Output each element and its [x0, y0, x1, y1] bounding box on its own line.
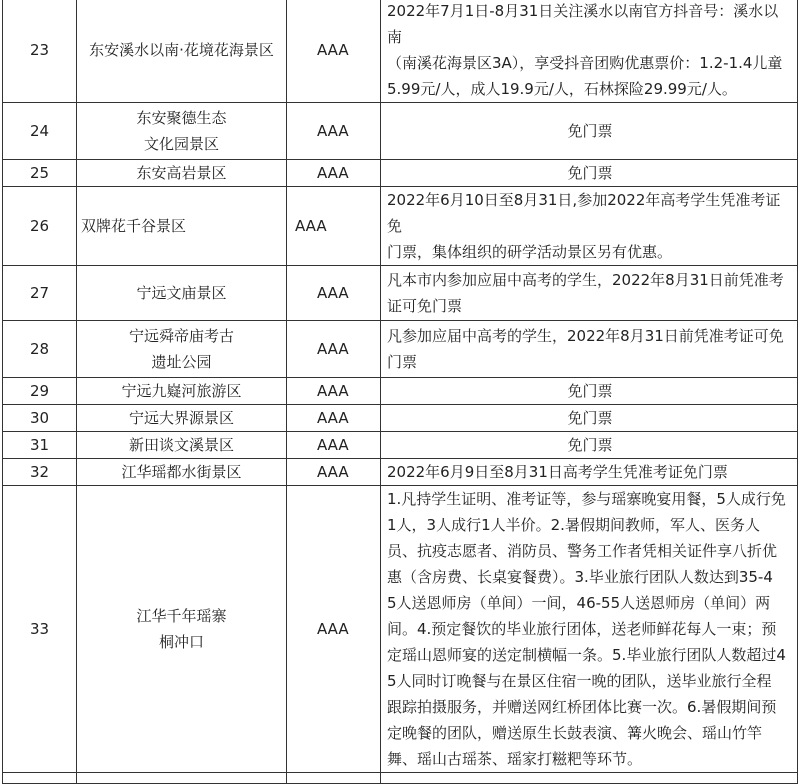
table-row — [3, 378, 798, 405]
scenic-name — [77, 321, 287, 378]
scenic-name — [77, 486, 287, 773]
discount-info-line: 凡参加应届中高考的学生，2022年8月31日前凭准考证可免 — [387, 327, 784, 345]
discount-info — [381, 486, 798, 773]
discount-info-line: 免门票 — [567, 164, 613, 182]
grade-level: AAA — [287, 103, 381, 160]
empty-cell — [77, 773, 287, 784]
grade-level: AAA — [287, 405, 381, 432]
row-number: 33 — [3, 486, 77, 773]
discount-info-line: 证可免门票 — [387, 297, 463, 315]
grade-level: AAA — [287, 459, 381, 486]
discount-info-line: 5人同时订晚餐与在景区住宿一晚的团队，送毕业旅行全程 — [387, 672, 772, 690]
scenic-name — [77, 266, 287, 321]
row-number: 28 — [3, 321, 77, 378]
discount-info-line: 门票，集体组织的研学活动景区另有优惠。 — [387, 243, 673, 261]
discount-info-line: 免门票 — [567, 122, 613, 140]
grade-level: AAA — [287, 0, 381, 103]
discount-info — [381, 378, 798, 405]
grade-level: AAA — [287, 321, 381, 378]
discount-info-line: 员、抗疫志愿者、消防员、警务工作者凭相关证件享八折优 — [387, 542, 778, 560]
scenic-name — [77, 103, 287, 160]
scenic-name-line: 东安高岩景区 — [136, 164, 227, 182]
grade-level: AAA — [287, 187, 381, 266]
table-row — [3, 459, 798, 486]
table-row — [3, 432, 798, 459]
scenic-name-line: 东安溪水以南·花境花海景区 — [89, 41, 274, 59]
scenic-name — [77, 378, 287, 405]
discount-info-line: 舞、瑶山古瑶茶、瑶家打糍粑等环节。 — [387, 750, 643, 768]
discount-info — [381, 459, 798, 486]
grade-level: AAA — [287, 486, 381, 773]
discount-info — [381, 432, 798, 459]
row-number: 25 — [3, 160, 77, 187]
scenic-discount-table — [2, 0, 798, 784]
discount-info-line: 门票 — [387, 353, 418, 371]
discount-info-line: 2022年6月10日至8月31日,参加2022年高考学生凭准考证免 — [387, 191, 781, 235]
discount-info-line: 凡本市内参加应届中高考的学生，2022年8月31日前凭准考 — [387, 271, 784, 289]
row-number: 31 — [3, 432, 77, 459]
discount-info — [381, 187, 798, 266]
scenic-name-line: 桐冲口 — [158, 633, 204, 651]
row-number: 26 — [3, 187, 77, 266]
scenic-name-line: 宁远九嶷河旅游区 — [121, 382, 242, 400]
discount-info-line: 间。4.预定餐饮的毕业旅行团体，送老师鲜花每人一束；预 — [387, 620, 777, 638]
discount-info-line: （南溪花海景区3A），享受抖音团购优惠票价：1.2-1.4儿童 — [387, 54, 783, 72]
discount-info-line: 免门票 — [567, 382, 613, 400]
scenic-name — [77, 459, 287, 486]
table-row — [3, 103, 798, 160]
discount-info — [381, 0, 798, 103]
discount-info-line: 免门票 — [567, 409, 613, 427]
scenic-name-line: 江华千年瑶寨 — [136, 607, 227, 625]
discount-info-line: 5.99元/人，成人19.9元/人，石林探险29.99元/人。 — [387, 80, 737, 98]
table-row — [3, 187, 798, 266]
grade-level: AAA — [287, 432, 381, 459]
discount-info — [381, 103, 798, 160]
scenic-name-line: 江华瑶都水街景区 — [121, 463, 242, 481]
table-row — [3, 0, 798, 103]
grade-level: AAA — [287, 160, 381, 187]
row-number: 23 — [3, 0, 77, 103]
scenic-name — [77, 187, 287, 266]
discount-info — [381, 321, 798, 378]
scenic-name — [77, 0, 287, 103]
table-row — [3, 266, 798, 321]
row-number: 29 — [3, 378, 77, 405]
empty-cell — [3, 773, 77, 784]
discount-info-line: 2022年6月9日至8月31日高考学生凭准考证免门票 — [387, 463, 728, 481]
discount-info-line: 免门票 — [567, 436, 613, 454]
scenic-name — [77, 160, 287, 187]
table-row — [3, 486, 798, 773]
discount-info-line: 5人送恩师房（单间）一间，46-55人送恩师房（单间）两 — [387, 594, 771, 612]
scenic-name-line: 文化园景区 — [143, 135, 219, 153]
scenic-name-line: 遗址公园 — [151, 353, 212, 371]
discount-info-line: 跟踪拍摄服务，并赠送网红桥团体比赛一次。6.暑假期间预 — [387, 698, 777, 716]
row-number: 27 — [3, 266, 77, 321]
scenic-name — [77, 405, 287, 432]
empty-cell — [381, 773, 798, 784]
discount-info-line: 定瑶山恩师宴的送定制横幅一条。5.毕业旅行团队人数超过4 — [387, 646, 786, 664]
grade-level: AAA — [287, 266, 381, 321]
empty-cell — [287, 773, 381, 784]
discount-info-line: 1.凡持学生证明、准考证等，参与瑶寨晚宴用餐，5人成行免 — [387, 490, 786, 508]
discount-info-line: 1人，3人成行1人半价。2.暑假期间教师，军人、医务人 — [387, 516, 760, 534]
discount-info-line: 2022年7月1日-8月31日关注溪水以南官方抖音号：溪水以南 — [387, 2, 779, 46]
discount-info-line: 惠（含房费、长桌宴餐费）。3.毕业旅行团队人数达到35-4 — [387, 568, 773, 586]
discount-info — [381, 160, 798, 187]
scenic-name-line: 东安聚德生态 — [136, 109, 227, 127]
grade-level: AAA — [287, 378, 381, 405]
scenic-name-line: 宁远文庙景区 — [136, 284, 227, 302]
scenic-name-line: 宁远舜帝庙考古 — [128, 327, 234, 345]
table-row-partial — [3, 773, 798, 784]
discount-info-line: 定晚餐的团队，赠送原生长鼓表演、篝火晚会、瑶山竹竿 — [387, 724, 763, 742]
row-number: 24 — [3, 103, 77, 160]
table-row — [3, 160, 798, 187]
scenic-name-line: 双牌花千谷景区 — [81, 217, 187, 235]
table-row — [3, 405, 798, 432]
table-row — [3, 321, 798, 378]
row-number: 30 — [3, 405, 77, 432]
discount-info — [381, 266, 798, 321]
scenic-name-line: 新田谈文溪景区 — [128, 436, 234, 454]
row-number: 32 — [3, 459, 77, 486]
discount-info — [381, 405, 798, 432]
scenic-name — [77, 432, 287, 459]
scenic-name-line: 宁远大界源景区 — [128, 409, 234, 427]
